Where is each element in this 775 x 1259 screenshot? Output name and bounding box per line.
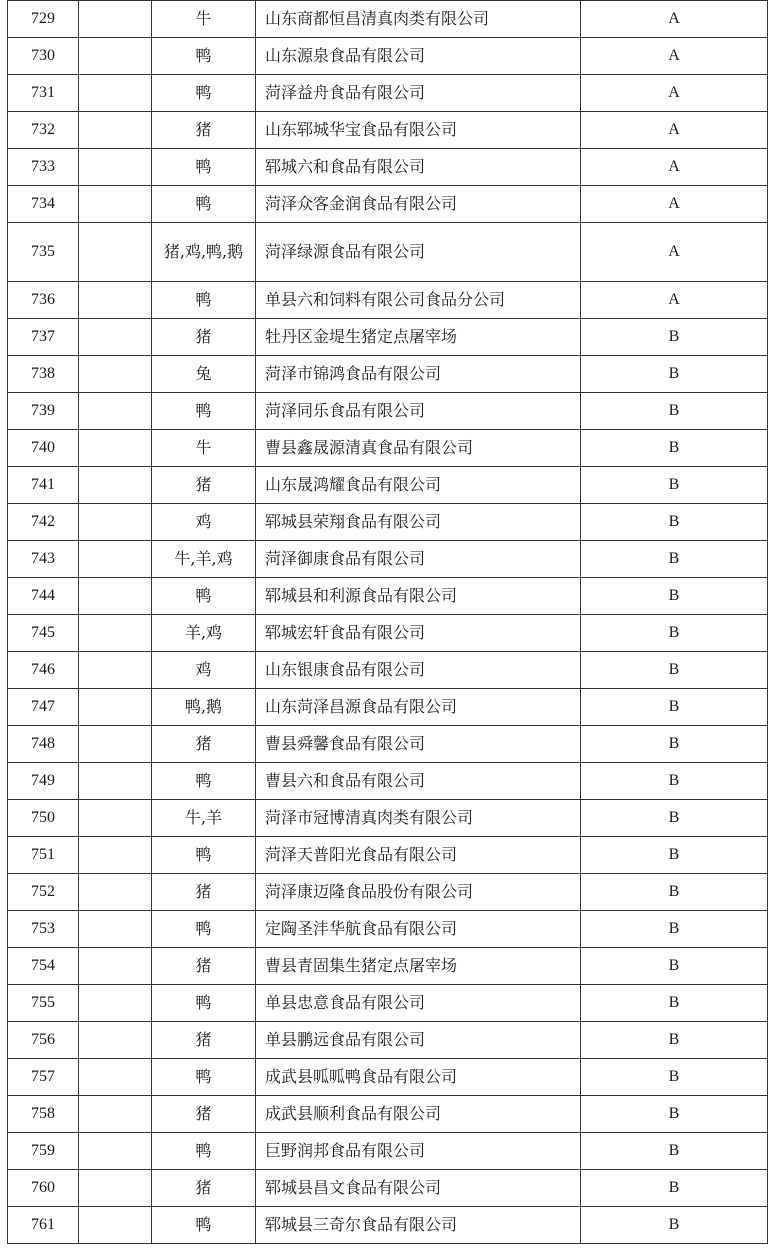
row-number: 740 — [8, 430, 79, 467]
empty-cell — [79, 504, 152, 541]
species-cell: 鸭 — [152, 149, 256, 186]
empty-cell — [79, 874, 152, 911]
empty-cell — [79, 75, 152, 112]
grade-cell: A — [581, 282, 768, 319]
row-number: 735 — [8, 223, 79, 282]
empty-cell — [79, 38, 152, 75]
company-name-cell: 单县忠意食品有限公司 — [256, 985, 581, 1022]
species-cell: 猪,鸡,鸭,鹅 — [152, 223, 256, 282]
row-number: 759 — [8, 1133, 79, 1170]
species-cell: 猪 — [152, 726, 256, 763]
empty-cell — [79, 223, 152, 282]
row-number: 741 — [8, 467, 79, 504]
species-cell: 猪 — [152, 319, 256, 356]
row-number: 753 — [8, 911, 79, 948]
grade-cell: B — [581, 1207, 768, 1244]
row-number: 750 — [8, 800, 79, 837]
grade-cell: B — [581, 800, 768, 837]
company-name-cell: 郓城县三奇尔食品有限公司 — [256, 1207, 581, 1244]
species-cell: 兔 — [152, 356, 256, 393]
empty-cell — [79, 1170, 152, 1207]
grade-cell: B — [581, 430, 768, 467]
table-row — [8, 356, 768, 393]
grade-cell: B — [581, 763, 768, 800]
table-row — [8, 800, 768, 837]
row-number: 749 — [8, 763, 79, 800]
table-row — [8, 282, 768, 319]
company-name-cell: 郓城宏轩食品有限公司 — [256, 615, 581, 652]
company-name-cell: 菏泽天普阳光食品有限公司 — [256, 837, 581, 874]
company-name-cell: 山东郓城华宝食品有限公司 — [256, 112, 581, 149]
grade-cell: B — [581, 1170, 768, 1207]
grade-cell: A — [581, 186, 768, 223]
table-row — [8, 1059, 768, 1096]
grade-cell: B — [581, 948, 768, 985]
company-name-cell: 郓城县荣翔食品有限公司 — [256, 504, 581, 541]
empty-cell — [79, 112, 152, 149]
company-name-cell: 山东菏泽昌源食品有限公司 — [256, 689, 581, 726]
grade-cell: B — [581, 578, 768, 615]
row-number: 736 — [8, 282, 79, 319]
table-row — [8, 1133, 768, 1170]
company-name-cell: 定陶圣沣华航食品有限公司 — [256, 911, 581, 948]
table-row — [8, 911, 768, 948]
table-row — [8, 504, 768, 541]
empty-cell — [79, 319, 152, 356]
species-cell: 牛 — [152, 430, 256, 467]
table-row — [8, 652, 768, 689]
company-name-cell: 郓城县昌文食品有限公司 — [256, 1170, 581, 1207]
grade-cell: B — [581, 393, 768, 430]
empty-cell — [79, 689, 152, 726]
company-name-cell: 菏泽御康食品有限公司 — [256, 541, 581, 578]
species-cell: 猪 — [152, 874, 256, 911]
grade-cell: B — [581, 652, 768, 689]
company-name-cell: 曹县六和食品有限公司 — [256, 763, 581, 800]
company-name-cell: 单县六和饲料有限公司食品分公司 — [256, 282, 581, 319]
species-cell: 鸭,鹅 — [152, 689, 256, 726]
company-name-cell: 山东源泉食品有限公司 — [256, 38, 581, 75]
empty-cell — [79, 911, 152, 948]
table-row — [8, 393, 768, 430]
table-row — [8, 1096, 768, 1133]
empty-cell — [79, 1207, 152, 1244]
species-cell: 猪 — [152, 1096, 256, 1133]
company-name-cell: 菏泽益舟食品有限公司 — [256, 75, 581, 112]
table-row — [8, 149, 768, 186]
company-name-cell: 成武县顺利食品有限公司 — [256, 1096, 581, 1133]
company-name-cell: 曹县鑫晟源清真食品有限公司 — [256, 430, 581, 467]
species-cell: 鸭 — [152, 578, 256, 615]
table-row — [8, 985, 768, 1022]
grade-cell: B — [581, 319, 768, 356]
species-cell: 猪 — [152, 948, 256, 985]
row-number: 737 — [8, 319, 79, 356]
grade-cell: A — [581, 38, 768, 75]
row-number: 761 — [8, 1207, 79, 1244]
row-number: 748 — [8, 726, 79, 763]
grade-cell: B — [581, 615, 768, 652]
empty-cell — [79, 948, 152, 985]
species-cell: 牛 — [152, 1, 256, 38]
row-number: 734 — [8, 186, 79, 223]
species-cell: 鸭 — [152, 393, 256, 430]
row-number: 742 — [8, 504, 79, 541]
species-cell: 鸡 — [152, 652, 256, 689]
table-row — [8, 1207, 768, 1244]
table-row — [8, 467, 768, 504]
company-name-cell: 山东商都恒昌清真肉类有限公司 — [256, 1, 581, 38]
empty-cell — [79, 1, 152, 38]
company-name-cell: 菏泽同乐食品有限公司 — [256, 393, 581, 430]
company-name-cell: 单县鹏远食品有限公司 — [256, 1022, 581, 1059]
grade-cell: B — [581, 689, 768, 726]
species-cell: 鸭 — [152, 763, 256, 800]
company-name-cell: 菏泽市锦鸿食品有限公司 — [256, 356, 581, 393]
species-cell: 鸭 — [152, 837, 256, 874]
grade-cell: B — [581, 467, 768, 504]
table-row — [8, 578, 768, 615]
table-row — [8, 38, 768, 75]
grade-cell: B — [581, 985, 768, 1022]
empty-cell — [79, 149, 152, 186]
species-cell: 猪 — [152, 1170, 256, 1207]
empty-cell — [79, 186, 152, 223]
row-number: 743 — [8, 541, 79, 578]
grade-cell: B — [581, 726, 768, 763]
row-number: 754 — [8, 948, 79, 985]
company-name-cell: 山东晟鸿耀食品有限公司 — [256, 467, 581, 504]
slaughterhouse-grade-table — [7, 0, 768, 1244]
species-cell: 猪 — [152, 112, 256, 149]
empty-cell — [79, 763, 152, 800]
species-cell: 鸭 — [152, 985, 256, 1022]
empty-cell — [79, 356, 152, 393]
row-number: 733 — [8, 149, 79, 186]
row-number: 732 — [8, 112, 79, 149]
row-number: 746 — [8, 652, 79, 689]
row-number: 756 — [8, 1022, 79, 1059]
empty-cell — [79, 1096, 152, 1133]
table-row — [8, 763, 768, 800]
row-number: 744 — [8, 578, 79, 615]
empty-cell — [79, 1022, 152, 1059]
grade-cell: A — [581, 223, 768, 282]
species-cell: 鸭 — [152, 75, 256, 112]
company-name-cell: 菏泽市冠博清真肉类有限公司 — [256, 800, 581, 837]
row-number: 747 — [8, 689, 79, 726]
empty-cell — [79, 800, 152, 837]
row-number: 751 — [8, 837, 79, 874]
row-number: 760 — [8, 1170, 79, 1207]
empty-cell — [79, 837, 152, 874]
table-row — [8, 874, 768, 911]
grade-cell: B — [581, 837, 768, 874]
company-name-cell: 山东银康食品有限公司 — [256, 652, 581, 689]
empty-cell — [79, 467, 152, 504]
company-name-cell: 菏泽众客金润食品有限公司 — [256, 186, 581, 223]
species-cell: 羊,鸡 — [152, 615, 256, 652]
grade-cell: B — [581, 541, 768, 578]
species-cell: 鸭 — [152, 1059, 256, 1096]
company-name-cell: 牡丹区金堤生猪定点屠宰场 — [256, 319, 581, 356]
species-cell: 牛,羊 — [152, 800, 256, 837]
species-cell: 鸭 — [152, 38, 256, 75]
species-cell: 鸡 — [152, 504, 256, 541]
table-row — [8, 541, 768, 578]
company-name-cell: 曹县舜馨食品有限公司 — [256, 726, 581, 763]
species-cell: 牛,羊,鸡 — [152, 541, 256, 578]
table-row — [8, 689, 768, 726]
company-name-cell: 巨野润邦食品有限公司 — [256, 1133, 581, 1170]
empty-cell — [79, 726, 152, 763]
empty-cell — [79, 1133, 152, 1170]
table-row — [8, 112, 768, 149]
table-row — [8, 319, 768, 356]
empty-cell — [79, 541, 152, 578]
row-number: 729 — [8, 1, 79, 38]
table-row — [8, 430, 768, 467]
row-number: 752 — [8, 874, 79, 911]
empty-cell — [79, 615, 152, 652]
table-row — [8, 1022, 768, 1059]
row-number: 731 — [8, 75, 79, 112]
row-number: 745 — [8, 615, 79, 652]
row-number: 755 — [8, 985, 79, 1022]
grade-cell: B — [581, 1096, 768, 1133]
species-cell: 鸭 — [152, 282, 256, 319]
company-name-cell: 成武县呱呱鸭食品有限公司 — [256, 1059, 581, 1096]
table-row — [8, 223, 768, 282]
table-row — [8, 1, 768, 38]
row-number: 739 — [8, 393, 79, 430]
grade-cell: A — [581, 75, 768, 112]
table-body — [8, 1, 768, 1244]
species-cell: 鸭 — [152, 186, 256, 223]
table-row — [8, 615, 768, 652]
grade-cell: B — [581, 1133, 768, 1170]
row-number: 757 — [8, 1059, 79, 1096]
empty-cell — [79, 578, 152, 615]
empty-cell — [79, 282, 152, 319]
grade-cell: B — [581, 874, 768, 911]
grade-cell: B — [581, 911, 768, 948]
company-name-cell: 郓城六和食品有限公司 — [256, 149, 581, 186]
row-number: 738 — [8, 356, 79, 393]
row-number: 758 — [8, 1096, 79, 1133]
table-row — [8, 948, 768, 985]
table-row — [8, 186, 768, 223]
table-row — [8, 1170, 768, 1207]
grade-cell: B — [581, 504, 768, 541]
species-cell: 猪 — [152, 467, 256, 504]
grade-cell: B — [581, 1059, 768, 1096]
species-cell: 猪 — [152, 1022, 256, 1059]
company-name-cell: 菏泽绿源食品有限公司 — [256, 223, 581, 282]
company-name-cell: 郓城县和利源食品有限公司 — [256, 578, 581, 615]
empty-cell — [79, 430, 152, 467]
species-cell: 鸭 — [152, 1133, 256, 1170]
species-cell: 鸭 — [152, 911, 256, 948]
grade-cell: B — [581, 1022, 768, 1059]
grade-cell: A — [581, 1, 768, 38]
company-name-cell: 曹县青固集生猪定点屠宰场 — [256, 948, 581, 985]
species-cell: 鸭 — [152, 1207, 256, 1244]
grade-cell: A — [581, 149, 768, 186]
grade-cell: A — [581, 112, 768, 149]
table-row — [8, 75, 768, 112]
table-row — [8, 837, 768, 874]
table-row — [8, 726, 768, 763]
grade-cell: B — [581, 356, 768, 393]
company-name-cell: 菏泽康迈隆食品股份有限公司 — [256, 874, 581, 911]
empty-cell — [79, 985, 152, 1022]
row-number: 730 — [8, 38, 79, 75]
empty-cell — [79, 1059, 152, 1096]
empty-cell — [79, 652, 152, 689]
empty-cell — [79, 393, 152, 430]
